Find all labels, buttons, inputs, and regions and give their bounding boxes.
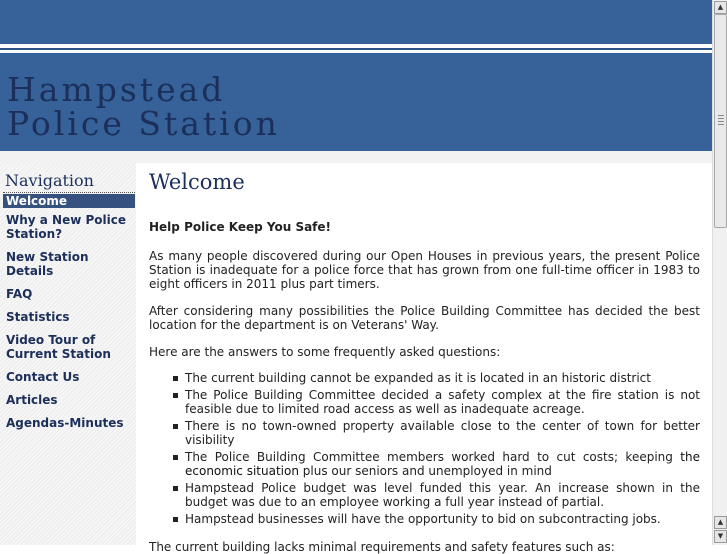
intro-paragraph: As many people discovered during our Open Houses in previous years, the present Police Station is inadequate for a police force that has grown from one full-time officer in 1983 to eight officers in 2011 plus part timers. (149, 249, 700, 291)
nav-item-why-new-station (3, 212, 135, 242)
sub-bar (0, 151, 712, 163)
page-heading: Welcome (149, 170, 245, 194)
nav-item-video-tour (3, 332, 135, 362)
closing-paragraph: The current building lacks minimal requirements and safety features such as: (149, 540, 615, 554)
nav-item-statistics (3, 309, 135, 325)
arrow-up-icon: ▲ (717, 518, 724, 526)
scroll-down-button[interactable] (714, 530, 727, 543)
nav-link-contact-us[interactable]: Contact Us (6, 370, 80, 384)
vertical-scrollbar[interactable] (712, 0, 727, 545)
nav-link-new-station-details[interactable]: New Station Details (6, 250, 89, 278)
faq-item: The Police Building Committee decided a safety complex at the fire station is not feasible due to limited road access as well as inadequate acreage. (185, 388, 700, 416)
nav-link-agendas-minutes[interactable]: Agendas-Minutes (6, 416, 124, 430)
nav-link-faq[interactable]: FAQ (6, 287, 33, 301)
scroll-up-button[interactable] (714, 1, 727, 14)
main-content (149, 163, 700, 554)
nav-item-faq (3, 286, 135, 302)
faq-item: Hampstead Police budget was level funded this year. An increase shown in the budget was due to an employee working a full year instead of partial. (185, 481, 700, 509)
grip-line-icon (718, 118, 724, 119)
nav-link-articles[interactable]: Articles (6, 393, 58, 407)
scrollbar-thumb[interactable] (714, 14, 727, 228)
arrow-down-icon: ▼ (717, 532, 724, 540)
scroll-up-lower-button[interactable] (714, 516, 727, 529)
faq-item-text-end: plus our seniors and unemployed in mind (298, 464, 552, 478)
site-title-line2: Police Station (7, 104, 280, 143)
economic-situation-link[interactable]: the economic situation (185, 450, 700, 478)
lead-text: Help Police Keep You Safe! (149, 220, 332, 234)
nav-item-agendas-minutes (3, 415, 135, 431)
nav-link-welcome[interactable]: Welcome (3, 194, 135, 208)
grip-line-icon (718, 121, 724, 122)
grip-line-icon (718, 115, 724, 116)
nav-link-video-tour[interactable]: Video Tour of Current Station (6, 333, 111, 361)
faq-item-text: The Police Building Committee members worked hard to cut costs; keeping (185, 450, 681, 464)
nav-divider (3, 192, 135, 193)
site-title (7, 70, 280, 143)
site-banner (0, 53, 712, 151)
faq-list (149, 371, 700, 526)
nav-item-articles (3, 392, 135, 408)
faq-item: Hampstead businesses will have the opportunity to bid on subcontracting jobs. (185, 512, 700, 526)
location-paragraph: After considering many possibilities the Police Building Committee has decided the best location for the department is on Veterans' Way. (149, 304, 700, 332)
top-bar (0, 0, 712, 44)
nav-item-contact-us (3, 369, 135, 385)
nav-item-welcome (3, 194, 135, 208)
faq-intro-paragraph: Here are the answers to some frequently asked questions: (149, 345, 501, 359)
nav-link-why-new-station[interactable]: Why a New Police Station? (6, 213, 127, 241)
nav-link-statistics[interactable]: Statistics (6, 310, 70, 324)
faq-item (185, 450, 700, 478)
nav-title: Navigation (5, 171, 94, 190)
nav-list (3, 194, 135, 438)
faq-item: The current building cannot be expanded as it is located in an historic district (185, 371, 700, 385)
arrow-up-icon: ▲ (717, 3, 724, 11)
nav-item-new-station-details (3, 249, 135, 279)
grip-line-icon (718, 124, 724, 125)
faq-item: There is no town-owned property available close to the center of town for better visibility (185, 419, 700, 447)
site-title-line1: Hampstead (7, 70, 226, 109)
sidebar (0, 163, 136, 545)
